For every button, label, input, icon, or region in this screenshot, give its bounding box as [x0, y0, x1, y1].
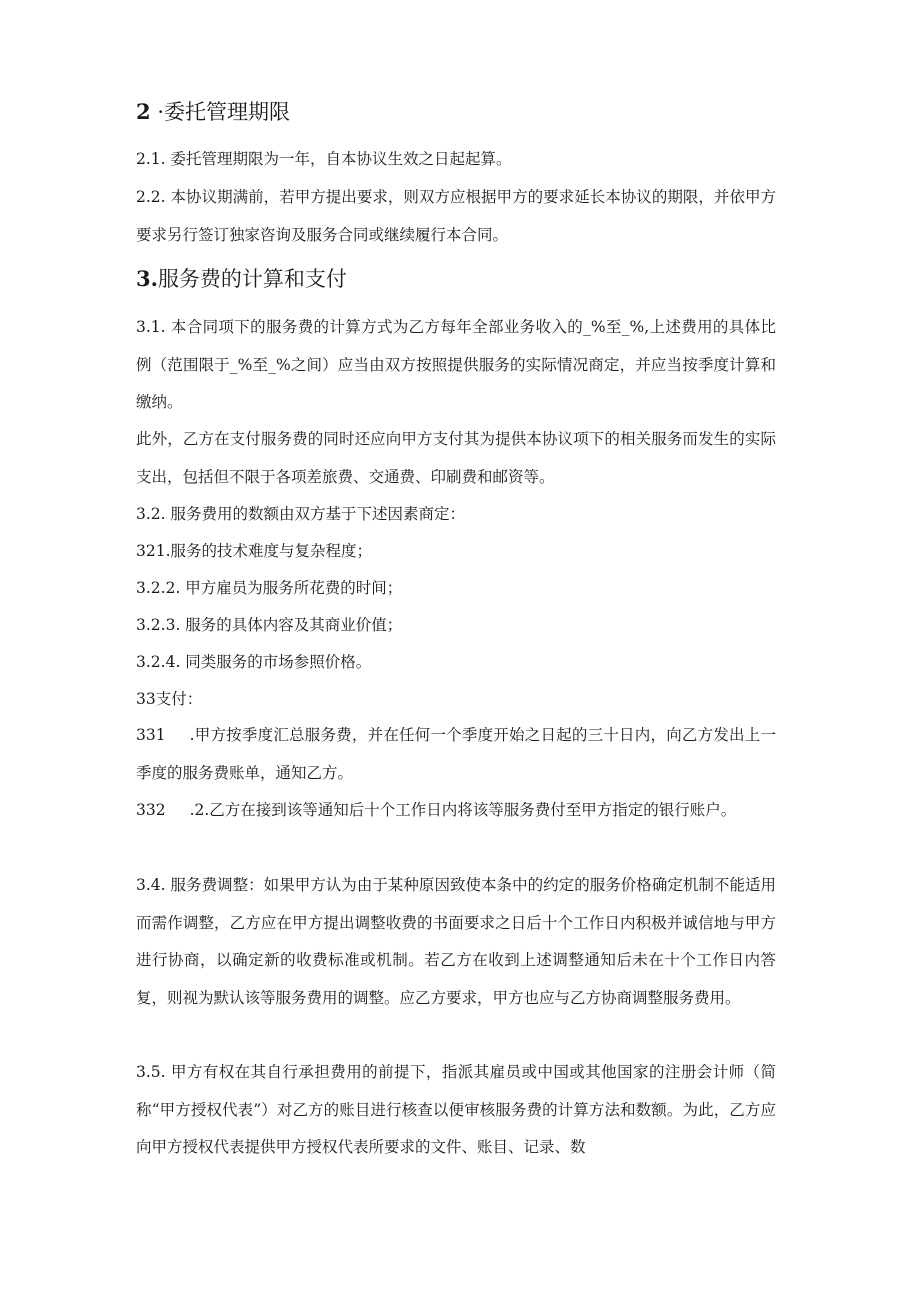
- paragraph-3-3-1: [136, 717, 776, 792]
- section-2-heading: [136, 96, 290, 126]
- section-2-title: 委托管理期限: [164, 100, 290, 124]
- paragraph-extra-expenses: 此外，乙方在支付服务费的同时还应向甲方支付其为提供本协议项下的相关服务而发生的实际支出，包括但不限于各项差旅费、交通费、印刷费和邮资等。: [136, 430, 776, 486]
- paragraph-2-2: 2.2. 本协议期满前，若甲方提出要求，则双方应根据甲方的要求延长本协议的期限，并依甲方要求另行签订独家咨询及服务合同或继续履行本合同。: [136, 188, 776, 244]
- paragraph-3-4: 3.4. 服务费调整：如果甲方认为由于某种原因致使本条中的约定的服务价格确定机制不能适用而需作调整，乙方应在甲方提出调整收费的书面要求之日后十个工作日内积极并诚信地与甲方进行协商，以确定新的收费标准或机制。若乙方在收到上述调整通知后未在十个工作日内答复，则视为默认该等服务费用的调整。应乙方要求，甲方也应与乙方协商调整服务费用。: [136, 876, 776, 1007]
- paragraph-3-3-1-number: 331: [136, 726, 166, 744]
- paragraph-3-5: 3.5. 甲方有权在其自行承担费用的前提下，指派其雇员或中国或其他国家的注册会计师（简称“甲方授权代表”）对乙方的账目进行核查以便审核服务费的计算方法和数额。为此，乙方应向甲方授权代表提供甲方授权代表所要求的文件、账目、记录、数: [136, 1063, 776, 1156]
- paragraph-3-3-2-text: .2.乙方在接到该等通知后十个工作日内将该等服务费付至甲方指定的银行账户。: [189, 801, 737, 819]
- paragraph-3-3: 33支付：: [136, 690, 203, 708]
- section-3-number: 3.: [136, 266, 158, 291]
- paragraph-3-3-2: [136, 792, 776, 830]
- section-2-separator: ·: [157, 100, 164, 124]
- paragraph-3-2-2: 3.2.2. 甲方雇员为服务所花费的时间；: [136, 579, 403, 597]
- paragraph-3-2-4: 3.2.4. 同类服务的市场参照价格。: [136, 653, 372, 671]
- paragraph-3-2: 3.2. 服务费用的数额由双方基于下述因素商定：: [136, 505, 466, 523]
- paragraph-2-1: 2.1. 委托管理期限为一年，自本协议生效之日起起算。: [136, 150, 512, 168]
- section-3-title: 服务费的计算和支付: [157, 267, 347, 291]
- paragraph-3-3-2-number: 332: [136, 801, 166, 819]
- paragraph-3-1: 3.1. 本合同项下的服务费的计算方式为乙方每年全部业务收入的_%至_%,上述费用的具体比例（范围限于_%至_%之间）应当由双方按照提供服务的实际情况商定，并应当按季度计算和缴纳。: [136, 318, 776, 411]
- section-3-heading: [136, 263, 347, 293]
- paragraph-3-2-1: 321.服务的技术难度与复杂程度；: [136, 542, 373, 560]
- paragraph-3-2-3: 3.2.3. 服务的具体内容及其商业价值；: [136, 616, 403, 634]
- section-2-number: 2: [136, 99, 151, 124]
- paragraph-3-3-1-text: .甲方按季度汇总服务费，并在任何一个季度开始之日起的三十日内，向乙方发出上一季度的服务费账单，通知乙方。: [136, 726, 776, 782]
